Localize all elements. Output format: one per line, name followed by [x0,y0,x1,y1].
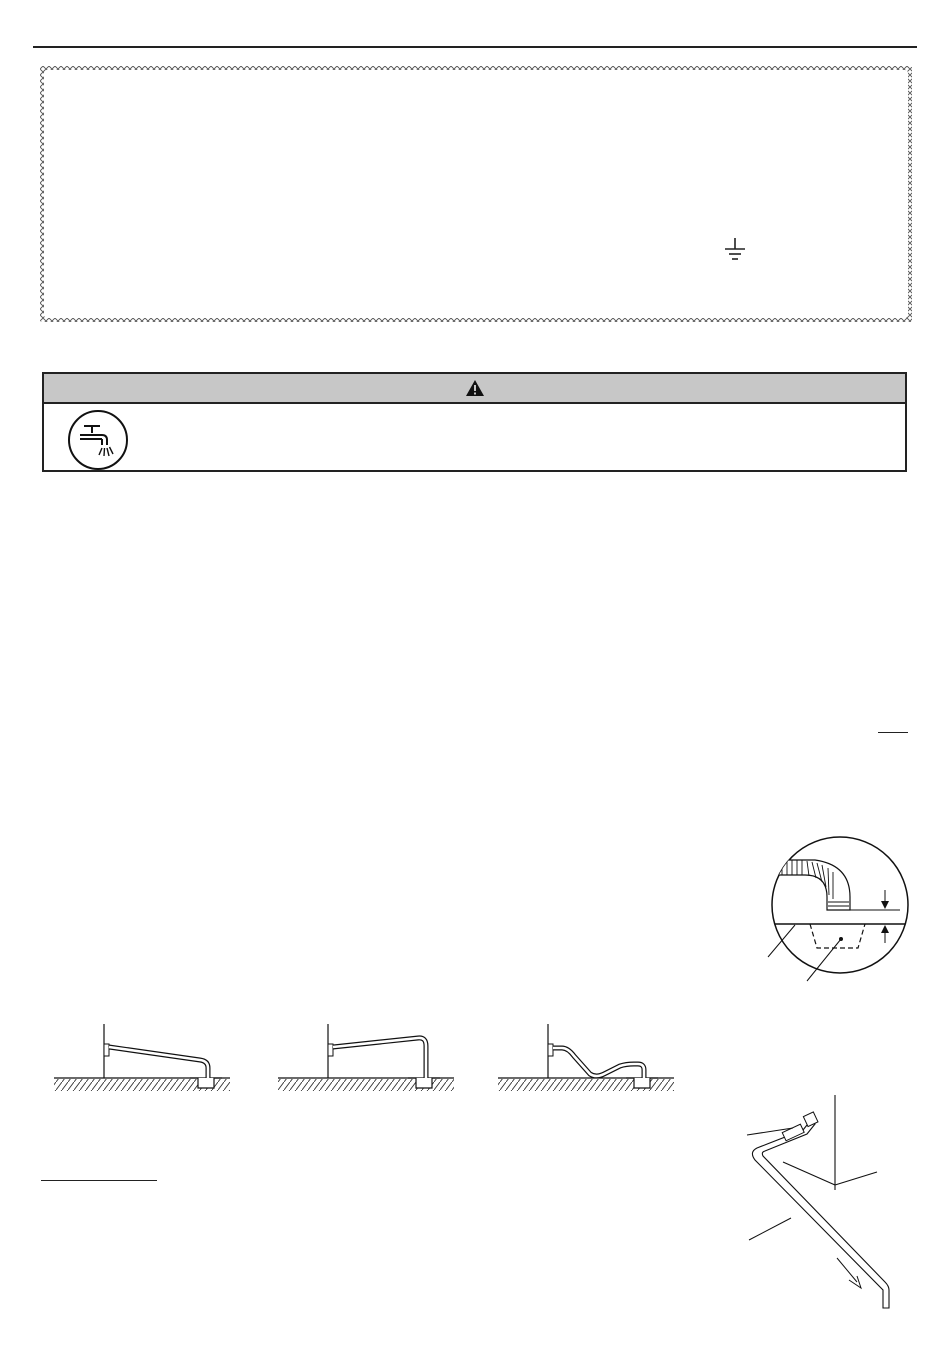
top-rule [33,46,917,48]
notice-frame [40,66,912,322]
drain-hose-detail-figure [765,835,915,985]
text-underline [878,732,908,733]
hose-routing-diagrams [50,1018,690,1098]
ground-symbol-icon [722,236,748,262]
section-underline [41,1180,157,1181]
water-tap-icon [67,409,129,471]
hose-routing-a [54,1024,230,1091]
warning-header [44,374,905,404]
warning-triangle-icon [465,379,485,397]
hose-routing-c [498,1024,674,1091]
warning-box [42,372,907,472]
drain-hose-isometric-figure [745,1090,910,1315]
hose-routing-b [278,1024,454,1091]
